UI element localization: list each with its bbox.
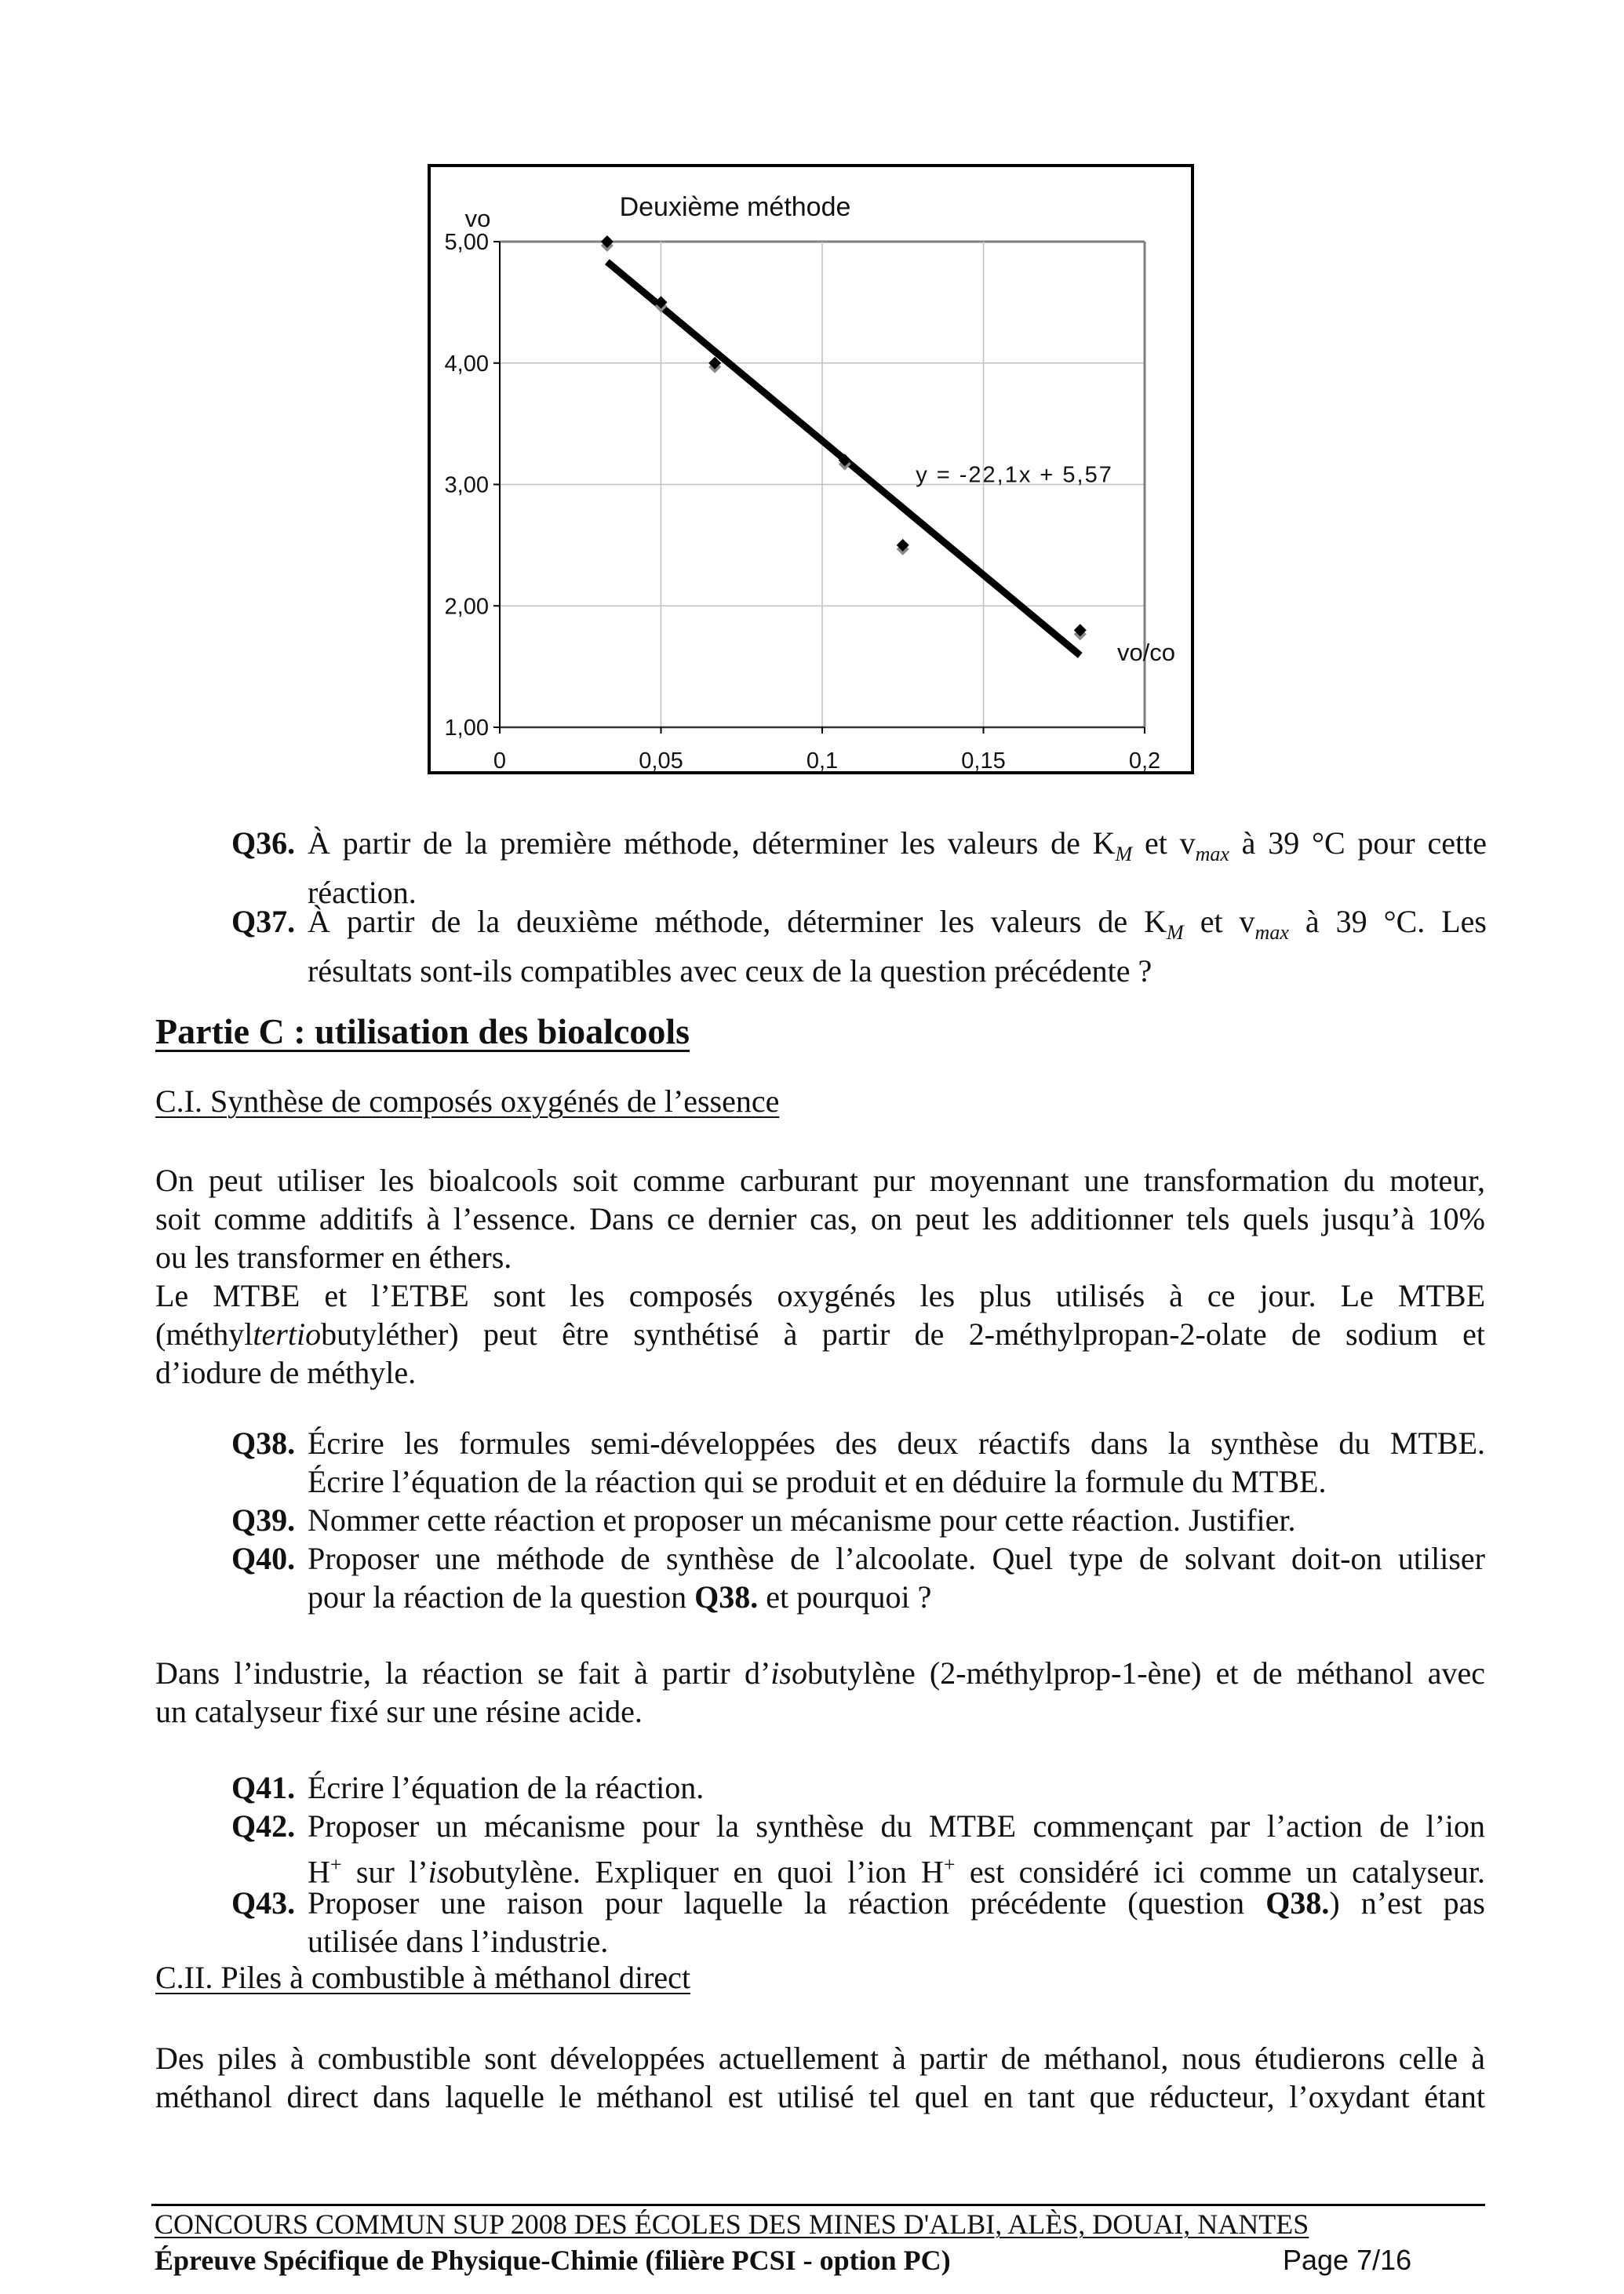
question-number: Q37.	[231, 904, 296, 939]
trendline-equation: y = -22,1x + 5,57	[916, 462, 1113, 488]
question-text	[308, 1807, 1485, 1891]
y-tick-label: 2,00	[444, 594, 489, 620]
question-line: Proposer une raison pour laquelle la réaction précédente (question Q38.) n’est pas	[308, 1885, 1485, 1921]
question-number: Q36.	[231, 825, 296, 861]
question-line: pour la réaction de la question Q38. et pourquoi ?	[308, 1579, 932, 1615]
x-tick-label: 0,1	[806, 748, 839, 771]
paragraph-line: méthanol direct dans laquelle le méthanol est utilisé tel quel en tant que réducteur, l’oxydant étant	[155, 2079, 1485, 2114]
question-line: À partir de la deuxième méthode, déterminer les valeurs de $K_M$ et $v_{max}$ à 39 °C. Les	[308, 904, 1487, 944]
question-line: Écrire les formules semi-développées des deux réactifs dans la synthèse du MTBE.	[308, 1426, 1485, 1461]
paragraph-piles	[155, 2039, 1485, 2116]
subsection-title-ci: C.I. Synthèse de composés oxygénés de l’essence	[155, 1083, 780, 1119]
points-layer	[601, 235, 1087, 640]
footer-contest-title: CONCOURS COMMUN SUP 2008 DES ÉCOLES DES MINES D'ALBI, ALÈS, DOUAI, NANTES	[155, 2208, 1309, 2240]
y-tick-label: 3,00	[444, 472, 489, 498]
question-text	[308, 1424, 1485, 1501]
footer-divider	[151, 2204, 1485, 2206]
paragraph-line: Des piles à combustible sont développées actuellement à partir de méthanol, nous étudierons celle à	[155, 2041, 1485, 2076]
paragraph-line: Dans l’industrie, la réaction se fait à partir d’isobutylène (2-méthylprop-1-ène) et de méthanol avec	[155, 1655, 1485, 1691]
scatter-chart	[431, 167, 1191, 771]
paragraph-line: (méthyltertiobutyléther) peut être synthétisé à partir de 2-méthylpropan-2-olate de sodium et	[155, 1316, 1485, 1352]
question-line: réaction.	[308, 875, 417, 910]
question-text	[308, 1768, 1485, 1807]
question-line: utilisée dans l’industrie.	[308, 1924, 609, 1959]
question-number: Q41.	[231, 1770, 296, 1805]
question-number: Q38.	[231, 1426, 296, 1461]
chart-frame	[428, 164, 1194, 774]
y-tick-label: 5,00	[444, 230, 489, 255]
y-axis-label: vo	[464, 205, 491, 232]
x-tick-label: 0,15	[961, 748, 1006, 771]
chart-title: Deuxième méthode	[619, 192, 851, 222]
paragraph-line: Le MTBE et l’ETBE sont les composés oxygénés les plus utilisés à ce jour. Le MTBE	[155, 1278, 1485, 1313]
y-tick-label: 4,00	[444, 351, 489, 377]
paragraph-line: d’iodure de méthyle.	[155, 1355, 417, 1390]
question-line: Proposer un mécanisme pour la synthèse du MTBE commençant par l’action de l’ion	[308, 1808, 1485, 1844]
paragraph-line: un catalyseur fixé sur une résine acide.	[155, 1694, 643, 1729]
question-number: Q40.	[231, 1541, 296, 1576]
page-number: Page 7/16	[1283, 2244, 1412, 2276]
question-text	[308, 1501, 1485, 1539]
question-line: Proposer une méthode de synthèse de l’alcoolate. Quel type de solvant doit-on utiliser	[308, 1541, 1485, 1576]
question-text	[308, 824, 1487, 912]
section-title-partie-c: Partie C : utilisation des bioalcools	[155, 1011, 690, 1051]
question-text	[308, 1884, 1485, 1961]
paragraph-line: On peut utiliser les bioalcools soit comme carburant pur moyennant une transformation du moteur,	[155, 1163, 1485, 1198]
question-line: À partir de la première méthode, déterminer les valeurs de $K_M$ et $v_{max}$ à 39 °C pour cette	[308, 825, 1487, 865]
x-tick-label: 0,05	[639, 748, 683, 771]
subsection-title-cii: C.II. Piles à combustible à méthanol direct	[155, 1960, 691, 1995]
question-number: Q43.	[231, 1885, 296, 1921]
question-text	[308, 902, 1487, 990]
question-line: H+ sur l’isobutylène. Expliquer en quoi l’ion H+ est considéré ici comme un catalyseur.	[308, 1853, 1485, 1890]
question-line: résultats sont-ils compatibles avec ceux de la question précédente ?	[308, 953, 1152, 989]
footer-exam-title: Épreuve Spécifique de Physique-Chimie (filière PCSI - option PC)	[155, 2245, 951, 2276]
question-number: Q39.	[231, 1502, 296, 1538]
axis-layer	[493, 242, 1145, 734]
labels-layer	[445, 192, 1176, 771]
paragraph-intro	[155, 1161, 1485, 1392]
paragraph-line: ou les transformer en éthers.	[155, 1240, 512, 1275]
x-axis-label: vo/co	[1116, 639, 1176, 666]
question-line: Écrire l’équation de la réaction qui se produit et en déduire la formule du MTBE.	[308, 1464, 1327, 1499]
x-tick-label: 0	[493, 748, 507, 771]
paragraph-line: soit comme additifs à l’essence. Dans ce dernier cas, on peut les additionner tels quels jusqu’à 10%	[155, 1201, 1485, 1236]
question-line: Écrire l’équation de la réaction.	[308, 1770, 705, 1805]
data-point	[1074, 624, 1087, 640]
question-line: Nommer cette réaction et proposer un mécanisme pour cette réaction. Justifier.	[308, 1502, 1296, 1538]
paragraph-industry	[155, 1654, 1485, 1731]
data-point	[897, 539, 909, 555]
question-number: Q42.	[231, 1808, 296, 1844]
x-tick-label: 0,2	[1128, 748, 1161, 771]
question-text	[308, 1539, 1485, 1616]
data-point	[601, 235, 614, 252]
y-tick-label: 1,00	[444, 716, 489, 741]
